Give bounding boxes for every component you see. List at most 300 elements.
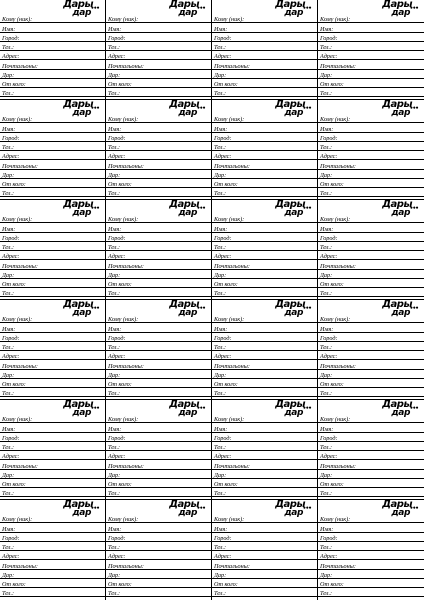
field-row <box>0 488 105 497</box>
field-row <box>106 442 211 451</box>
field-label: Тел.: <box>214 344 227 351</box>
field-label: Тел.: <box>108 144 121 151</box>
field-row <box>0 188 105 197</box>
field-row <box>106 433 211 442</box>
field-row <box>106 223 211 232</box>
field-label: Почтальоны: <box>214 62 250 70</box>
field-row <box>106 388 211 397</box>
field-label: Город: <box>214 334 232 342</box>
field-label: Тел.: <box>2 190 15 198</box>
label-fields <box>212 114 317 199</box>
field-row <box>0 133 105 142</box>
darydar-logo: Дары дар ••• <box>275 200 311 218</box>
field-row <box>212 160 317 169</box>
darydar-logo: Дары дар ••• <box>169 300 205 318</box>
field-label: Дар: <box>320 271 333 279</box>
field-label: Тел.: <box>320 144 333 151</box>
field-label: Почтальоны: <box>2 462 38 470</box>
field-label: Тел.: <box>2 44 15 51</box>
field-row <box>318 151 424 160</box>
field-row <box>318 470 424 479</box>
field-row <box>106 514 211 523</box>
field-label: Тел.: <box>108 44 121 51</box>
field-row <box>318 533 424 542</box>
field-row <box>318 333 424 342</box>
field-row <box>318 488 424 497</box>
field-label: Город: <box>320 134 338 142</box>
field-row <box>318 370 424 379</box>
field-label: Почтальоны: <box>2 362 38 370</box>
label-fields <box>318 314 424 399</box>
field-label: От кого: <box>2 181 26 188</box>
field-row <box>318 170 424 179</box>
field-label: Дар: <box>320 171 333 179</box>
field-row <box>106 470 211 479</box>
darydar-logo: Дары дар ••• <box>63 300 99 318</box>
field-label: Кому (ник): <box>2 116 33 124</box>
field-row <box>106 188 211 197</box>
field-row <box>0 223 105 232</box>
field-label: От кого: <box>320 181 344 188</box>
field-label: Тел.: <box>214 390 227 398</box>
field-row <box>318 560 424 569</box>
field-label: Адрес: <box>108 353 126 361</box>
field-row <box>0 214 105 223</box>
field-label: Тел.: <box>214 544 227 551</box>
field-row <box>318 233 424 242</box>
field-label: Дар: <box>108 371 121 379</box>
field-label: Тел.: <box>320 190 333 198</box>
field-row <box>0 170 105 179</box>
label-fields <box>106 514 211 600</box>
field-row <box>318 79 424 88</box>
field-row <box>318 214 424 223</box>
address-label-card <box>0 300 106 400</box>
field-label: От кого: <box>214 81 238 88</box>
field-label: Тел.: <box>320 344 333 351</box>
field-row <box>318 33 424 42</box>
field-row <box>212 242 317 251</box>
field-label: Тел.: <box>214 290 227 298</box>
field-row <box>212 388 317 397</box>
field-label: Дар: <box>2 71 15 79</box>
field-row <box>212 14 317 23</box>
field-row <box>212 133 317 142</box>
field-row <box>106 51 211 60</box>
label-fields <box>0 314 105 399</box>
field-row <box>0 351 105 360</box>
field-label: Город: <box>214 534 232 542</box>
field-label: Имя: <box>320 325 334 333</box>
field-label: Имя: <box>2 25 16 33</box>
field-row <box>318 588 424 597</box>
field-row <box>0 160 105 169</box>
field-row <box>106 351 211 360</box>
field-label: Кому (ник): <box>2 316 33 324</box>
darydar-logo: Дары дар ••• <box>169 100 205 118</box>
field-label: Город: <box>2 134 20 142</box>
field-row <box>212 333 317 342</box>
field-row <box>318 579 424 588</box>
field-row <box>106 323 211 332</box>
address-label-card <box>212 0 318 100</box>
field-row <box>0 88 105 97</box>
field-row <box>106 60 211 69</box>
field-label: Тел.: <box>320 590 333 598</box>
field-label: Кому (ник): <box>108 216 139 224</box>
field-row <box>0 288 105 297</box>
field-label: Кому (ник): <box>320 16 351 24</box>
field-row <box>0 242 105 251</box>
address-label-card <box>318 400 424 500</box>
field-label: От кого: <box>214 481 238 488</box>
field-label: Кому (ник): <box>214 216 245 224</box>
field-label: Тел.: <box>214 590 227 598</box>
address-label-card <box>0 500 106 600</box>
field-row <box>106 488 211 497</box>
field-label: Дар: <box>2 271 15 279</box>
field-label: Адрес: <box>2 153 20 161</box>
label-fields <box>106 14 211 99</box>
field-row <box>0 460 105 469</box>
label-fields <box>212 414 317 499</box>
field-label: Кому (ник): <box>320 116 351 124</box>
field-row <box>212 123 317 132</box>
field-row <box>0 314 105 323</box>
field-row <box>318 388 424 397</box>
field-row <box>212 488 317 497</box>
field-label: Тел.: <box>108 590 121 598</box>
field-row <box>106 360 211 369</box>
field-label: Имя: <box>108 125 122 133</box>
field-row <box>212 79 317 88</box>
field-row <box>318 123 424 132</box>
field-label: Адрес: <box>2 253 20 261</box>
label-fields <box>0 14 105 99</box>
field-label: Кому (ник): <box>2 16 33 24</box>
label-fields <box>212 314 317 399</box>
field-label: От кого: <box>108 481 132 488</box>
field-label: Тел.: <box>214 90 227 98</box>
field-row <box>0 270 105 279</box>
field-label: Город: <box>2 334 20 342</box>
field-row <box>106 179 211 188</box>
address-label-card <box>212 200 318 300</box>
label-fields <box>318 114 424 199</box>
field-label: Имя: <box>214 325 228 333</box>
field-row <box>106 314 211 323</box>
field-label: Имя: <box>108 325 122 333</box>
field-row <box>318 360 424 369</box>
field-row <box>318 242 424 251</box>
field-row <box>106 370 211 379</box>
field-label: Имя: <box>320 25 334 33</box>
field-row <box>318 70 424 79</box>
field-label: Кому (ник): <box>108 16 139 24</box>
field-label: Тел.: <box>108 90 121 98</box>
darydar-logo: Дары дар ••• <box>169 500 205 518</box>
field-label: Кому (ник): <box>214 316 245 324</box>
field-label: Тел.: <box>2 290 15 298</box>
address-label-card <box>212 500 318 600</box>
field-label: Кому (ник): <box>108 116 139 124</box>
field-label: Тел.: <box>108 344 121 351</box>
field-row <box>318 479 424 488</box>
field-row <box>212 323 317 332</box>
field-label: Почтальоны: <box>214 262 250 270</box>
field-label: Тел.: <box>2 144 15 151</box>
field-row <box>0 179 105 188</box>
field-label: От кого: <box>2 481 26 488</box>
field-label: Дар: <box>2 371 15 379</box>
address-label-card <box>0 100 106 200</box>
field-label: Имя: <box>214 25 228 33</box>
field-label: Почтальоны: <box>2 562 38 570</box>
field-label: Тел.: <box>2 444 15 451</box>
darydar-logo: Дары дар ••• <box>382 400 418 418</box>
field-row <box>212 288 317 297</box>
label-fields <box>0 214 105 299</box>
field-label: Адрес: <box>108 553 126 561</box>
field-label: Тел.: <box>2 544 15 551</box>
field-label: Город: <box>320 534 338 542</box>
field-label: Город: <box>214 234 232 242</box>
darydar-logo: Дары дар ••• <box>63 200 99 218</box>
field-label: Город: <box>108 334 126 342</box>
darydar-logo: Дары дар ••• <box>275 100 311 118</box>
darydar-logo: Дары дар ••• <box>382 0 418 18</box>
field-row <box>318 314 424 323</box>
field-row <box>212 60 317 69</box>
field-label: Дар: <box>108 171 121 179</box>
field-label: От кого: <box>2 581 26 588</box>
field-label: От кого: <box>108 81 132 88</box>
field-label: Тел.: <box>2 244 15 251</box>
field-label: Имя: <box>108 225 122 233</box>
field-label: От кого: <box>108 281 132 288</box>
label-fields <box>106 214 211 299</box>
field-row <box>106 333 211 342</box>
field-label: Адрес: <box>320 353 338 361</box>
field-label: Адрес: <box>214 353 232 361</box>
field-label: Тел.: <box>108 490 121 498</box>
field-label: Город: <box>2 434 20 442</box>
field-label: Тел.: <box>2 590 15 598</box>
field-label: Кому (ник): <box>214 416 245 424</box>
label-fields <box>212 14 317 99</box>
field-label: Дар: <box>320 371 333 379</box>
field-row <box>0 260 105 269</box>
darydar-logo: Дары дар ••• <box>275 300 311 318</box>
field-label: Почтальоны: <box>320 362 356 370</box>
field-label: Имя: <box>2 525 16 533</box>
field-row <box>212 260 317 269</box>
field-row <box>318 14 424 23</box>
field-row <box>0 42 105 51</box>
field-label: Дар: <box>2 471 15 479</box>
field-label: Кому (ник): <box>320 516 351 524</box>
field-row <box>212 579 317 588</box>
field-label: Кому (ник): <box>108 516 139 524</box>
field-label: Кому (ник): <box>2 516 33 524</box>
field-row <box>212 70 317 79</box>
field-label: Адрес: <box>320 53 338 61</box>
field-label: Адрес: <box>2 353 20 361</box>
field-row <box>212 460 317 469</box>
label-fields <box>0 114 105 199</box>
field-label: Город: <box>214 134 232 142</box>
field-row <box>106 114 211 123</box>
field-label: Город: <box>320 434 338 442</box>
field-label: Тел.: <box>320 544 333 551</box>
field-row <box>212 570 317 579</box>
field-row <box>0 388 105 397</box>
field-row <box>106 451 211 460</box>
field-label: Город: <box>108 234 126 242</box>
field-row <box>318 442 424 451</box>
field-row <box>106 288 211 297</box>
field-label: Тел.: <box>320 444 333 451</box>
field-row <box>0 379 105 388</box>
field-label: Кому (ник): <box>108 416 139 424</box>
label-fields <box>318 14 424 99</box>
field-label: Адрес: <box>108 453 126 461</box>
field-label: Почтальоны: <box>214 162 250 170</box>
field-row <box>106 423 211 432</box>
label-fields <box>212 514 317 600</box>
field-label: От кого: <box>320 81 344 88</box>
field-row <box>212 588 317 597</box>
field-row <box>212 142 317 151</box>
field-row <box>106 42 211 51</box>
address-label-card <box>318 300 424 400</box>
darydar-logo: Дары дар ••• <box>382 200 418 218</box>
field-row <box>0 360 105 369</box>
label-fields <box>0 414 105 499</box>
field-label: Адрес: <box>108 153 126 161</box>
field-row <box>212 379 317 388</box>
darydar-logo: Дары дар ••• <box>169 400 205 418</box>
field-row <box>212 23 317 32</box>
field-label: Имя: <box>320 225 334 233</box>
field-row <box>106 242 211 251</box>
darydar-logo: Дары дар ••• <box>63 400 99 418</box>
field-label: Тел.: <box>320 90 333 98</box>
darydar-logo: Дары дар ••• <box>382 300 418 318</box>
field-label: Тел.: <box>2 344 15 351</box>
field-label: От кого: <box>108 181 132 188</box>
field-label: Адрес: <box>320 453 338 461</box>
field-label: Дар: <box>214 71 227 79</box>
field-row <box>212 251 317 260</box>
field-row <box>0 423 105 432</box>
field-row <box>212 360 317 369</box>
field-row <box>106 151 211 160</box>
address-label-card <box>0 200 106 300</box>
field-label: Адрес: <box>108 53 126 61</box>
field-row <box>318 60 424 69</box>
address-label-card <box>106 400 212 500</box>
field-row <box>318 288 424 297</box>
field-label: Почтальоны: <box>2 62 38 70</box>
field-label: От кого: <box>320 481 344 488</box>
field-row <box>318 514 424 523</box>
address-label-card <box>318 0 424 100</box>
field-row <box>212 223 317 232</box>
field-row <box>318 279 424 288</box>
field-row <box>212 523 317 532</box>
field-label: Имя: <box>2 325 16 333</box>
field-row <box>0 414 105 423</box>
field-row <box>318 270 424 279</box>
field-label: Имя: <box>108 525 122 533</box>
field-label: Дар: <box>214 571 227 579</box>
field-row <box>212 451 317 460</box>
field-row <box>0 142 105 151</box>
field-label: Дар: <box>108 271 121 279</box>
field-label: Почтальоны: <box>108 162 144 170</box>
field-label: Почтальоны: <box>320 62 356 70</box>
field-row <box>212 88 317 97</box>
field-label: Тел.: <box>2 90 15 98</box>
field-row <box>318 88 424 97</box>
address-label-card <box>212 100 318 200</box>
field-label: Тел.: <box>214 144 227 151</box>
field-label: Имя: <box>2 425 16 433</box>
field-label: От кого: <box>214 381 238 388</box>
field-row <box>106 342 211 351</box>
field-row <box>106 542 211 551</box>
field-row <box>106 160 211 169</box>
field-row <box>318 460 424 469</box>
field-row <box>0 33 105 42</box>
field-label: Адрес: <box>214 53 232 61</box>
field-label: От кого: <box>320 381 344 388</box>
field-row <box>106 14 211 23</box>
field-label: Адрес: <box>214 153 232 161</box>
field-row <box>212 179 317 188</box>
field-label: От кого: <box>2 381 26 388</box>
field-label: Адрес: <box>2 553 20 561</box>
label-fields <box>318 414 424 499</box>
field-label: Кому (ник): <box>320 416 351 424</box>
field-label: Город: <box>2 534 20 542</box>
field-row <box>318 423 424 432</box>
field-row <box>212 233 317 242</box>
address-label-card <box>318 100 424 200</box>
field-label: От кого: <box>320 581 344 588</box>
field-row <box>106 142 211 151</box>
field-row <box>106 279 211 288</box>
field-row <box>212 151 317 160</box>
field-label: Тел.: <box>108 390 121 398</box>
field-row <box>106 133 211 142</box>
field-row <box>318 42 424 51</box>
label-fields <box>106 114 211 199</box>
field-label: Тел.: <box>320 290 333 298</box>
field-label: Тел.: <box>214 244 227 251</box>
field-label: Почтальоны: <box>108 262 144 270</box>
field-row <box>0 433 105 442</box>
field-label: Тел.: <box>2 490 15 498</box>
field-label: Тел.: <box>320 490 333 498</box>
field-label: Город: <box>2 34 20 42</box>
field-row <box>318 342 424 351</box>
field-row <box>106 414 211 423</box>
label-fields <box>318 214 424 299</box>
field-label: Дар: <box>2 171 15 179</box>
field-label: Кому (ник): <box>108 316 139 324</box>
